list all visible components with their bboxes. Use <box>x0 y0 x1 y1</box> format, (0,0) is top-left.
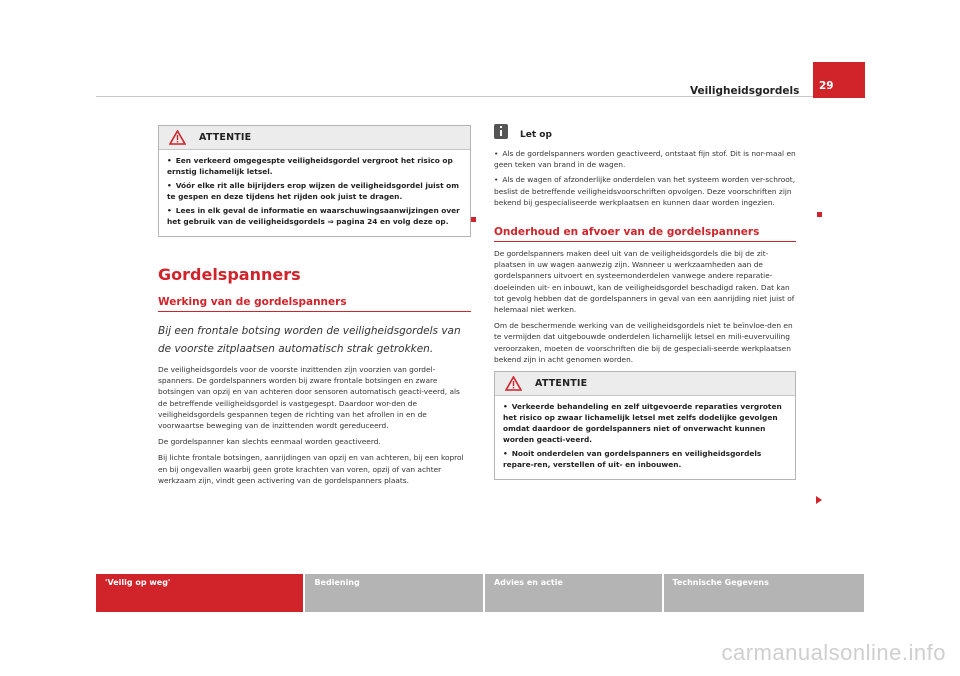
warning-triangle-icon <box>169 130 186 145</box>
info-icon <box>494 124 508 139</box>
warning-header <box>495 372 795 396</box>
left-column <box>158 125 471 491</box>
warning-title: ATTENTIE <box>199 132 252 143</box>
tab-technische-gegevens[interactable]: Technische Gegevens <box>664 574 864 612</box>
end-marker <box>817 212 822 217</box>
warning-body <box>495 396 795 479</box>
warning-box-bottom <box>494 371 796 480</box>
subsection-title: Werking van de gordelspanners <box>158 296 471 312</box>
page-header-title: Veiligheidsgordels <box>690 85 800 97</box>
warning-item: • Nooit onderdelen van gordelspanners en veiligheidsgordels repare-ren, verstellen of uit- en inbouwen. <box>503 449 762 470</box>
page-number-box <box>813 62 865 98</box>
section-body <box>158 364 471 486</box>
watermark: carmanualsonline.info <box>721 640 946 665</box>
warning-item: • Lees in elk geval de informatie en waarschuwingsaanwijzingen over het gebruik van de veiligheidsgordels ⇒ pagina 24 en volg deze op. <box>167 206 460 226</box>
footer-nav <box>96 574 864 612</box>
tab-veilig-op-weg[interactable]: 'Veilig op weg' <box>96 574 303 612</box>
note-header <box>494 124 796 142</box>
tab-advies-en-actie[interactable]: Advies en actie <box>485 574 662 612</box>
warning-body <box>159 150 470 236</box>
note-item: • Als de gordelspanners worden geactiveerd, ontstaat fijn stof. Dit is nor-maal en geen teken van brand in de wagen. <box>494 149 796 170</box>
lead-text: Bij een frontale botsing worden de veiligheidsgordels van de voorste zitplaatsen automatisch strak getrokken. <box>158 325 461 355</box>
warning-item: • Verkeerde behandeling en zelf uitgevoerde reparaties vergroten het risico op zwaar lichamelijk letsel met zelfs dodelijke gevolgen omdat daardoor de gordelspanners niet of onverwacht kunnen worden geacti-veerd. <box>503 402 782 445</box>
paragraph: De gordelspanner kan slechts eenmaal worden geactiveerd. <box>158 437 381 447</box>
end-marker <box>471 217 476 222</box>
paragraph: De gordelspanners maken deel uit van de veiligheidsgordels die bij de zit-plaatsen in uw wagen aanwezig zijn. Wanneer u werkzaamheden aan de gordelspanners uitvoert en systeemonderdelen vanwege andere reparatie-doeleinden uit- en inbouwt, kan de veiligheidsgordel beschadigd raken. Dat kan tot gevolg hebben dat de gordelspanners in geval van een aanrijding niet juist of helemaal niet werken. <box>494 249 795 315</box>
tab-bediening[interactable]: Bediening <box>305 574 483 612</box>
note-item: • Als de wagen of afzonderlijke onderdelen van het systeem worden ver-schroot, beslist de betreffende veiligheidsvoorschriften opvolgen. Deze voorschriften zijn bekend bij gespecialiseerde werkplaatsen en kunnen daar worden ingezien. <box>494 175 796 207</box>
note-body <box>494 148 796 208</box>
paragraph: Om de beschermende werking van de veiligheidsgordels niet te beïnvloe-den en te vermijden dat uitgebouwde onderdelen lichamelijk letsel en mili-euvervuiling veroorzaken, moeten de voorschriften die bij de gespeciali-seerde werkplaatsen bekend zijn in acht genomen worden. <box>494 321 793 364</box>
warning-triangle-icon <box>505 376 522 391</box>
warning-title: ATTENTIE <box>535 378 588 390</box>
warning-item: • Vóór elke rit alle bijrijders erop wijzen de veiligheidsgordel juist om te gespen en deze tijdens het rijden ook juist te dragen. <box>167 181 459 201</box>
section-title: Gordelspanners <box>158 265 301 284</box>
warning-header <box>159 126 470 150</box>
continue-arrow-icon <box>816 496 822 504</box>
note-title: Let op <box>520 130 552 140</box>
paragraph: Bij lichte frontale botsingen, aanrijdingen van opzij en van achteren, bij een koprol en bij ongevallen waarbij geen grote krachten van voren, opzij of van achter werkzaam zijn, vindt geen activering van de gordelspanners plaats. <box>158 453 464 485</box>
warning-item: • Een verkeerd omgegespte veiligheidsgordel vergroot het risico op ernstig lichamelijk letsel. <box>167 156 453 176</box>
paragraph: De veiligheidsgordels voor de voorste inzittenden zijn voorzien van gordel-spanners. De gordelspanners worden bij zware frontale botsingen en zware botsingen van opzij en van achteren door sensoren automatisch geacti-veerd, als de betreffende veiligheidsgordel is vastgegespt. Daardoor wor-den de veiligheidsgordels gespannen tegen de richting van het afrollen in en de voorwaartse beweging van de inzittenden wordt gereduceerd. <box>158 365 460 431</box>
warning-box-top <box>158 125 471 237</box>
right-column <box>494 124 796 480</box>
maintenance-title: Onderhoud en afvoer van de gordelspanners <box>494 226 796 242</box>
page-number: 29 <box>819 80 834 92</box>
maintenance-body <box>494 248 796 365</box>
